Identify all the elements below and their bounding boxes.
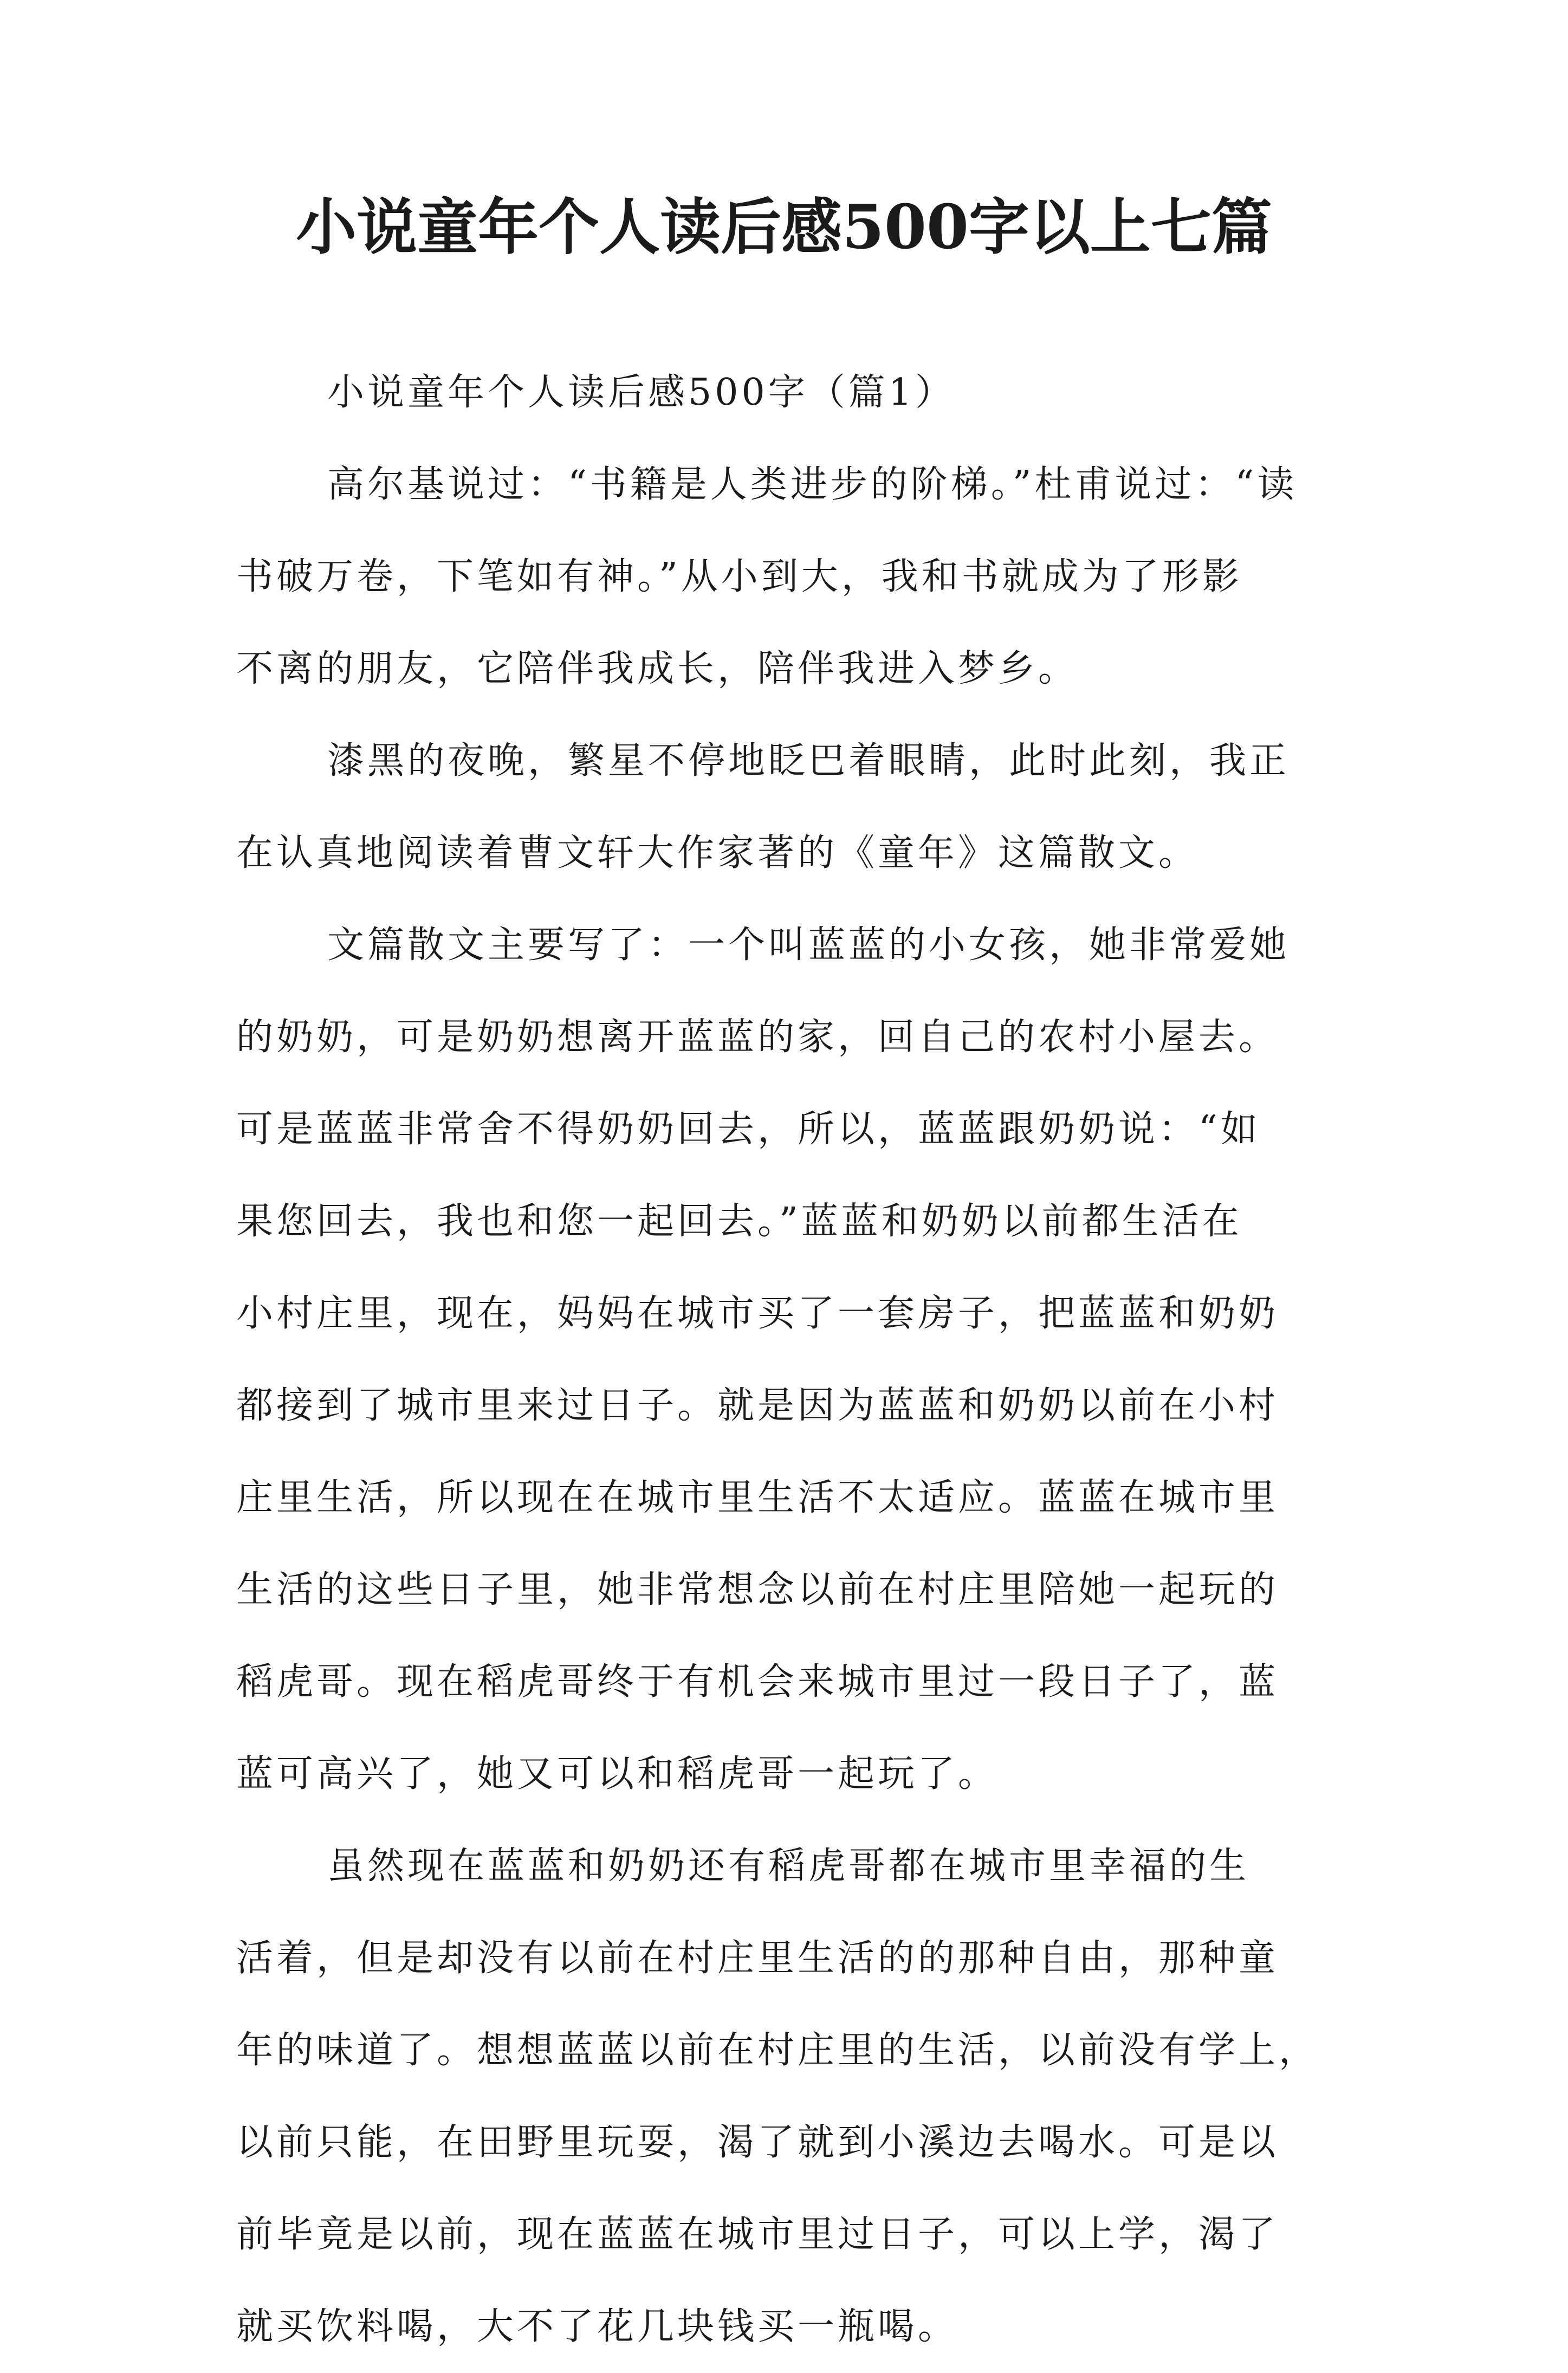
- text-line: 蓝可高兴了，她又可以和稻虎哥一起玩了。: [236, 1753, 999, 1795]
- text-line: 稻虎哥。现在稻虎哥终于有机会来城市里过一段日子了，蓝: [236, 1661, 1279, 1703]
- text-line: 书破万卷，下笔如有神。”从小到大，我和书就成为了形影: [236, 555, 1242, 598]
- text-line: 虽然现在蓝蓝和奶奶还有稻虎哥都在城市里幸福的生: [327, 1845, 1250, 1888]
- text-line: 小村庄里，现在，妈妈在城市买了一套房子，把蓝蓝和奶奶: [236, 1292, 1279, 1335]
- text-line: 庄里生活，所以现在在城市里生活不太适应。蓝蓝在城市里: [236, 1476, 1279, 1519]
- text-line: 在认真地阅读着曹文轩大作家著的《童年》这篇散文。: [236, 832, 1199, 874]
- text-line: 文篇散文主要写了：一个叫蓝蓝的小女孩，她非常爱她: [327, 924, 1290, 967]
- text-line: 高尔基说过：“书籍是人类进步的阶梯。”杜甫说过：“读: [327, 463, 1298, 506]
- text-line: 不离的朋友，它陪伴我成长，陪伴我进入梦乡。: [236, 647, 1079, 690]
- text-line: 活着，但是却没有以前在村庄里生活的的那种自由，那种童: [236, 1937, 1279, 1980]
- text-line: 可是蓝蓝非常舍不得奶奶回去，所以，蓝蓝跟奶奶说：“如: [236, 1108, 1261, 1151]
- document-title: 小说童年个人读后感500字以上七篇: [296, 192, 1272, 263]
- text-line: 都接到了城市里来过日子。就是因为蓝蓝和奶奶以前在小村: [236, 1384, 1279, 1427]
- text-line: 生活的这些日子里，她非常想念以前在村庄里陪她一起玩的: [236, 1568, 1279, 1611]
- text-line: 以前只能，在田野里玩耍，渴了就到小溪边去喝水。可是以: [236, 2121, 1279, 2164]
- text-line: 小说童年个人读后感500字（篇1）: [327, 371, 956, 414]
- text-line: 果您回去，我也和您一起回去。”蓝蓝和奶奶以前都生活在: [236, 1200, 1242, 1243]
- text-line: 就买饮料喝，大不了花几块钱买一瓶喝。: [236, 2305, 958, 2348]
- text-line: 前毕竟是以前，现在蓝蓝在城市里过日子，可以上学，渴了: [236, 2213, 1279, 2256]
- text-line: 漆黑的夜晚，繁星不停地眨巴着眼睛，此时此刻，我正: [327, 740, 1290, 782]
- text-line: 年的味道了。想想蓝蓝以前在村庄里的生活，以前没有学上，: [236, 2029, 1319, 2072]
- document-body: [236, 347, 1342, 2373]
- text-line: 的奶奶，可是奶奶想离开蓝蓝的家，回自己的农村小屋去。: [236, 1016, 1279, 1059]
